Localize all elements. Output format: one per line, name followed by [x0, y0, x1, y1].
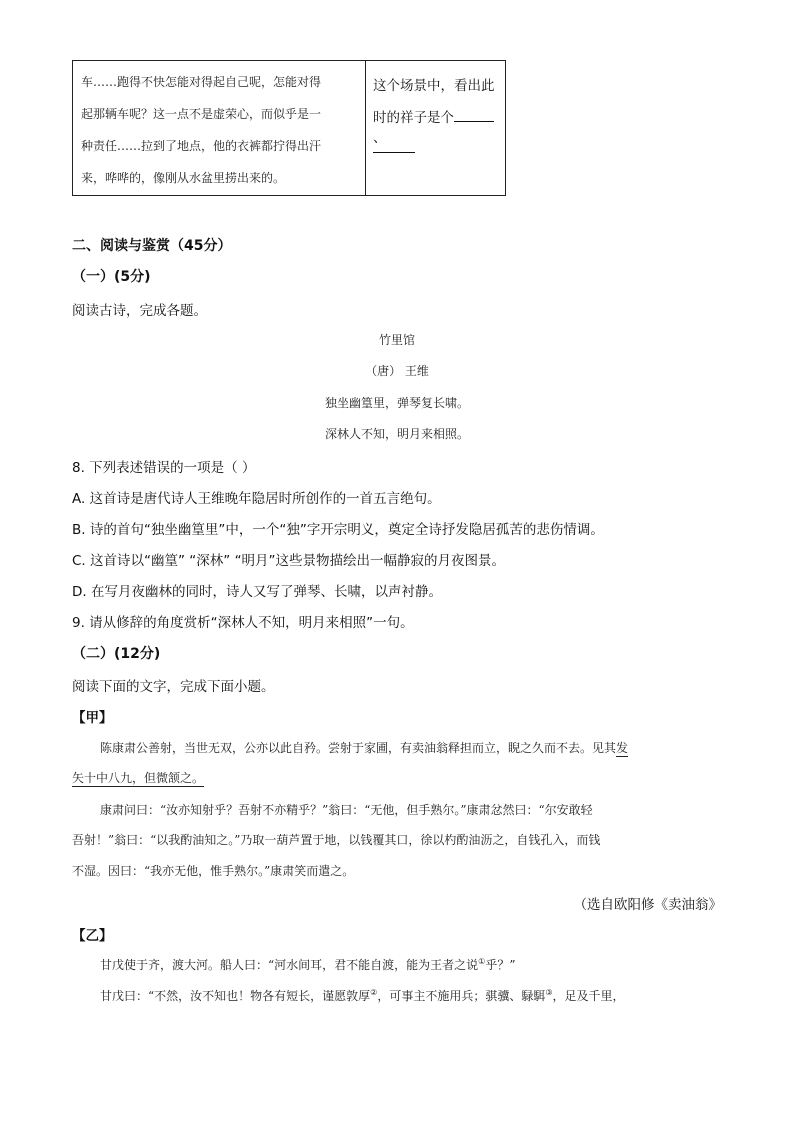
yi-label: 【乙】 — [72, 928, 113, 944]
yi-line-2-end: ，足及千里， — [552, 989, 625, 1003]
footnote-marker-3: ③ — [545, 988, 553, 997]
table-right-text: 时的祥子是个 — [373, 110, 454, 126]
question-8: 8. 下列表述错误的一项是（ ） — [72, 460, 256, 476]
table-left-line-2: 起那辆车呢？这一点不是虚荣心，而似乎是一 — [81, 107, 322, 121]
answer-table — [72, 60, 506, 196]
jia-p1-text: 陈康肃公善射，当世无双，公亦以此自矜。尝射于家圃，有卖油翁释担而立，睨之久而不去。见其 — [100, 741, 617, 755]
yi-line-2-text: 甘戊曰：“不然，汝不知也！物各有短长，谨愿敦厚 — [100, 989, 371, 1003]
jia-p1-underline-2: 矢十中八九，但微颔之。 — [72, 771, 205, 785]
yi-line-1-text: 甘戊使于齐，渡大河。船人曰：“河水间耳，君不能自渡，能为王者之说 — [100, 958, 479, 972]
yi-line-2 — [100, 987, 625, 1004]
part1-instruction: 阅读古诗，完成各题。 — [72, 303, 207, 319]
poem-line-2: 深林人不知，明月来相照。 — [324, 427, 469, 441]
section-title: 二、阅读与鉴赏（45分） — [72, 238, 232, 254]
yi-line-2-mid: ，可事主不施用兵；骐骥、騄駬 — [377, 989, 546, 1003]
yi-line-1 — [100, 956, 515, 973]
table-divider — [365, 61, 366, 195]
part1-title: （一）(5分) — [72, 269, 151, 285]
source-citation: （选自欧阳修《卖油翁》 — [573, 897, 722, 913]
poem-line-1: 独坐幽篁里，弹琴复长啸。 — [324, 396, 469, 410]
part2-title: （二）(12分) — [72, 646, 161, 662]
jia-p1-underline-1: 发 — [616, 741, 629, 755]
table-left-line-4: 来，哗哗的，像刚从水盆里捞出来的。 — [81, 171, 286, 185]
poem-author: （唐） 王维 — [365, 364, 429, 378]
jia-p1-line-2 — [72, 769, 204, 786]
option-c[interactable]: C. 这首诗以“幽篁” “深林” “明月”这些景物描绘出一幅静寂的月夜图景。 — [72, 553, 506, 569]
option-b[interactable]: B. 诗的首句“独坐幽篁里”中，一个“独”字开宗明义，奠定全诗抒发隐居孤苦的悲伤情调。 — [72, 522, 604, 538]
table-right-line-1: 这个场景中，看出此 — [373, 78, 495, 94]
footnote-marker-2: ② — [370, 988, 378, 997]
table-left-line-1: 车……跑得不快怎能对得起自己呢，怎能对得 — [81, 75, 322, 89]
answer-blank-2[interactable] — [373, 138, 415, 153]
poem-title: 竹里馆 — [378, 333, 415, 347]
question-9: 9. 请从修辞的角度赏析“深林人不知，明月来相照”一句。 — [72, 615, 414, 631]
jia-p2-line-2: 吾射！”翁曰：“以我酌油知之。”乃取一葫芦置于地，以钱覆其口，徐以杓酌油沥之，自钱孔入，而钱 — [72, 833, 601, 847]
answer-blank-1[interactable] — [454, 121, 494, 122]
table-left-line-3: 种责任……拉到了地点，他的衣裤都拧得出汗 — [81, 139, 322, 153]
jia-label: 【甲】 — [72, 710, 113, 726]
option-a[interactable]: A. 这首诗是唐代诗人王维晚年隐居时所创作的一首五言绝句。 — [72, 491, 441, 507]
jia-p2-line-1: 康肃问曰：“汝亦知射乎？吾射不亦精乎？”翁曰：“无他，但手熟尔。”康肃忿然曰：“尔安敢轻 — [100, 803, 593, 817]
table-right-sep: 、 — [373, 130, 387, 146]
jia-p2-line-3: 不湿。因曰：“我亦无他，惟手熟尔。”康肃笑而遣之。 — [72, 864, 355, 878]
option-d[interactable]: D. 在写月夜幽林的同时，诗人又写了弹琴、长啸，以声衬静。 — [72, 584, 442, 600]
jia-p1-line-1 — [100, 739, 628, 756]
yi-line-1-end: 乎？” — [485, 958, 516, 972]
footnote-marker-1: ① — [478, 957, 486, 966]
table-right-line-3 — [373, 138, 415, 157]
part2-instruction: 阅读下面的文字，完成下面小题。 — [72, 679, 275, 695]
